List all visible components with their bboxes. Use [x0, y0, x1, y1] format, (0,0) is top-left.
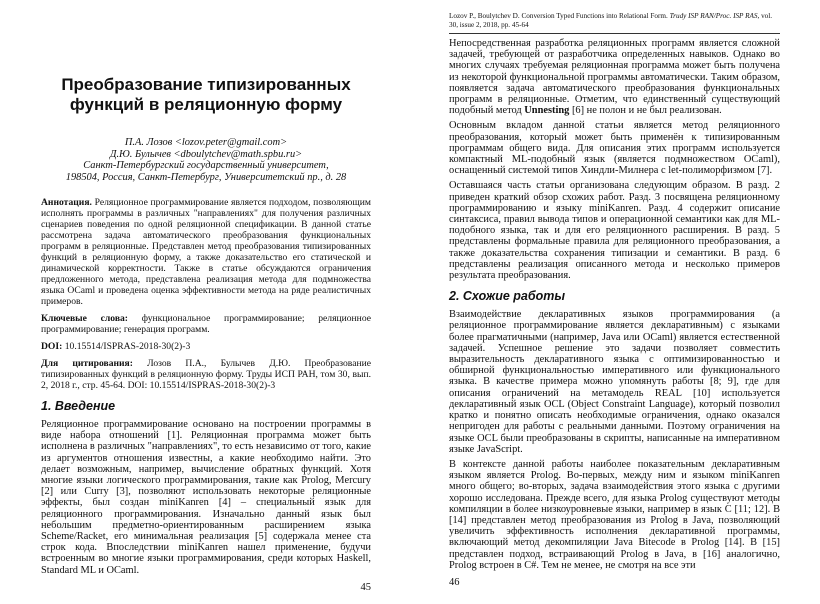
paragraph: Взаимодействие декларативных языков программирования (а реляционное программирование является декларативным) с языками более прагматичными (например, Java или OCaml) является естественной задачей. Успешное решение это задачи позволяет совместить выразительность декларативного языка с оптимизированностью и обширной функциональностью императивного или функционального языка. В качестве примера можно упомянуть работы [8; 9], где для описания ограничений на метамодель REAL [10] используется декларативный язык OCL (Object Constraint Language), который позволил кратко и понятно описать необходимые ограничения, однако оказался непригоден для работы с реальными данными. Поэтому ограничения на языке OCL были преобразованы в скрипты, написанные на императивном языке JavaScript.: [449, 309, 780, 455]
author-line: П.А. Лозов <lozov.peter@gmail.com>: [124, 137, 288, 148]
citation: [41, 358, 371, 391]
citation-text: Лозов П.А., Булычев Д.Ю. Преобразование типизированных функций в реляционную форму. Труды ИСП РАН, том 30, вып. 2, 2018 г., стр. 45-64. DOI: 10.15514/ISPRAS-2018-30(2)-3: [41, 358, 371, 391]
page-46: [410, 0, 820, 599]
text: Непосредственная разработка реляционных программ является сложной задачей, требующей от разработчика определенных навыков. Однако во многих случаях требуемая реляционная программа может быть получена из некоторой функциональной программы автоматически. Таким образом, появляется задача автоматического преобразования функциональных программ в реляционные. Отметим, что единственный существующий подобный метод: [449, 38, 780, 117]
abstract: [41, 197, 371, 307]
body-text: [449, 38, 780, 281]
address-line: 198504, Россия, Санкт-Петербург, Университетский пр., д. 28: [65, 171, 347, 183]
keywords-text: функциональное программирование; реляционное программирование; генерация программ.: [41, 313, 371, 335]
page-number: 45: [360, 581, 371, 593]
header-text: Lozov P., Boulytchev D. Conversion Typed Functions into Relational Form.: [449, 12, 670, 20]
citation-label: Для цитирования:: [41, 358, 133, 369]
header-divider: [449, 33, 780, 34]
abstract-text: Реляционное программирование является подходом, позволяющим исполнять программы в различных "направлениях" для получения различных сценариев поведения по одной реляционной спецификации. В данной статье рассмотрена задача автоматического преобразования функциональных программ в реляционные. Представлен метод преобразования типизированных функций в реляционную форму, а также доказательство его статической и динамической корректности. Также в статье обсуждаются ограничения предложенного метода, представлена реализация метода для подмножества языка OCaml и проведена оценка эффективности метода на ряде реалистичных примеров.: [41, 197, 371, 307]
method-name: Unnesting: [524, 105, 570, 117]
journal-name: Trudy ISP RAN/Proc. ISP RAS: [669, 12, 758, 20]
header-text: , vol. 30, issue 2, 2018, pp. 45-64: [449, 12, 773, 29]
abstract-label: Аннотация.: [41, 197, 92, 208]
keywords-label: Ключевые слова:: [41, 313, 129, 324]
paper-title: [0, 75, 412, 115]
title-line: Преобразование типизированных: [61, 75, 351, 94]
intro-paragraph: [41, 419, 371, 576]
paragraph: В контексте данной работы наиболее показательным декларативным языком является Prolog. Во-первых, между ним и языком miniKanren много общего; во-вторых, задача взаимодействия этого языка с другими хорошо исследована. Прежде всего, для языка Prolog существуют методы компиляции в более низкоуровневые языки, например в язык C [11; 12]. В [14] представлен метод преобразования из Prolog в Java, позволяющий увеличить эффективность исполнения декларативной программы, включающий метод декомпиляции Java Bitecode в Prolog [14]. В [15] представлен подход, встраивающий Prolog в Java, в [16] аналогично, Prolog встроен в C#. Тем не менее, не смотря на все эти: [449, 458, 780, 571]
section-heading-introduction: 1. Введение: [41, 399, 116, 413]
keywords: [41, 313, 371, 335]
authors-block: [0, 137, 412, 183]
front-matter: [41, 197, 371, 391]
doi: [41, 341, 371, 352]
running-header: [449, 12, 780, 30]
title-line: функций в реляционную форму: [69, 95, 343, 114]
paragraph: Оставшаяся часть статьи организована следующим образом. В разд. 2 приведен краткий обзор схожих работ. Разд. 3 посвящена реляционному программированию и языку miniKanren. Разд. 4 содержит описание синтаксиса, правил вывода типов и операционной семантики как для ML-подобного языка, так и для его реляционного расширения. В разд. 5 представлены формальные правила для реляционного преобразования, а также доказательства сохранения типизации и семантики. В разд. 6 представлены реализация описанного метода и несколько примеров результата преобразования.: [449, 180, 780, 282]
text: [6] не полон и не был реализован.: [569, 105, 722, 117]
body-text: [449, 309, 780, 571]
author-line: Д.Ю. Булычев <dboulytchev@math.spbu.ru>: [109, 148, 303, 160]
section-heading-related-work: 2. Схожие работы: [449, 289, 566, 304]
page-number: 46: [449, 576, 460, 588]
affiliation-line: Санкт-Петербургский государственный университет,: [83, 160, 329, 171]
paragraph: Реляционное программирование основано на построении программы в виде набора отношений [1]. Реляционная программа может быть исполнена в различных "направлениях", то есть независимо от того, какие из аргументов отношения известны, а какие необходимо найти. Это делает возможным, например, вычисление обратных функций. Хотя многие языки логического программирования, такие как Prolog, Mercury [2] или Curry [3], позволяют использовать некоторые реляционные эффекты, был создан miniKanren [4] – специальный язык для реляционного программирования. Изначально данный язык был небольшим предметно-ориентированным расширением языка Scheme/Racket, его минимальная реализация [5] содержала менее ста строк кода. Впоследствии miniKanren нашел применение, будучи встроенным во многие языки программирования, среди которых Haskell, Standard ML и OCaml.: [41, 419, 371, 576]
paragraph: Основным вкладом данной статьи является метод реляционного преобразования, который может быть применён к типизированным программам общего вида. Для описания этих программ используется компактный ML-подобный язык (является подмножеством OCaml), оснащенный системой типов Хиндли-Милнера с let-полиморфизмом [7].: [449, 120, 780, 177]
paragraph: [449, 38, 780, 116]
doi-label: DOI:: [41, 341, 63, 352]
doi-text: 10.15514/ISPRAS-2018-30(2)-3: [62, 341, 191, 352]
